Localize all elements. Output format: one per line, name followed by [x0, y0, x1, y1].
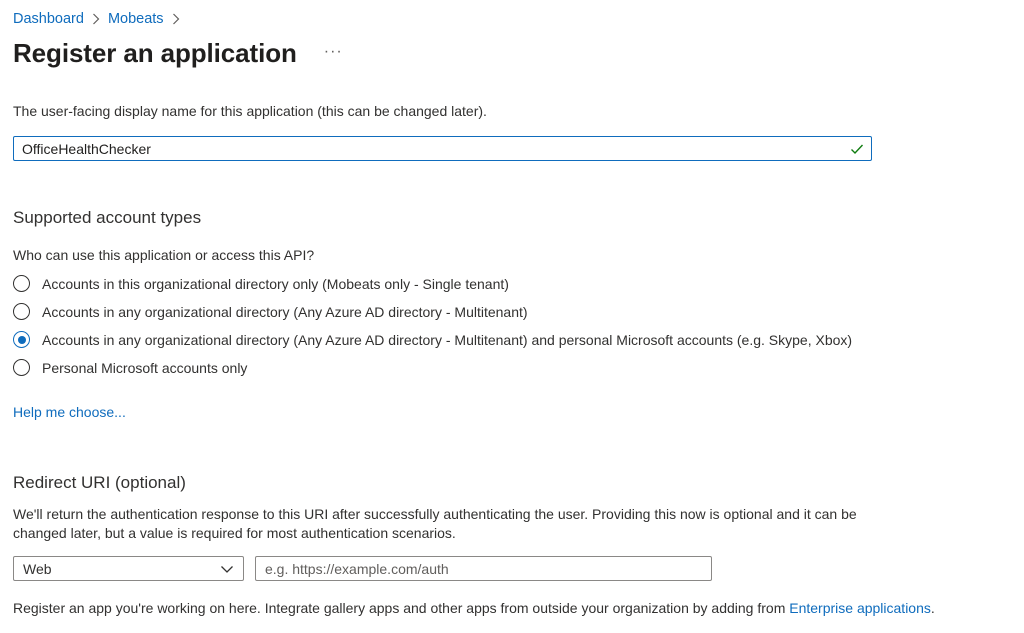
- more-options-button[interactable]: ···: [323, 42, 343, 60]
- help-me-choose-link[interactable]: Help me choose...: [13, 404, 126, 420]
- page-title: Register an application: [13, 38, 297, 68]
- radio-label: Accounts in this organizational directory only (Mobeats only - Single tenant): [42, 275, 509, 292]
- breadcrumb-mobeats[interactable]: Mobeats: [107, 11, 164, 27]
- breadcrumb: [13, 11, 188, 27]
- radio-label: Accounts in any organizational directory (Any Azure AD directory - Multitenant) and personal Microsoft accounts (e.g. Skype, Xbox): [42, 331, 853, 348]
- radio-button-selected[interactable]: [13, 331, 30, 348]
- app-name-input[interactable]: [14, 137, 849, 160]
- footer-text: Register an app you're working on here. Integrate gallery apps and other apps from outside your organization by adding from: [13, 600, 790, 616]
- radio-option-multitenant[interactable]: [13, 303, 528, 320]
- radio-option-single-tenant[interactable]: [13, 275, 509, 292]
- redirect-uri-input[interactable]: [255, 556, 712, 581]
- redirect-uri-description: We'll return the authentication response to this URI after successfully authenticating the user. Providing this now is optional and it can be changed later, but a value is required for most authentication scenarios.: [13, 506, 857, 541]
- radio-label: Accounts in any organizational directory (Any Azure AD directory - Multitenant): [42, 303, 528, 320]
- enterprise-applications-link[interactable]: Enterprise applications: [789, 600, 931, 616]
- redirect-uri-title: Redirect URI (optional): [13, 473, 186, 492]
- chevron-right-icon: [92, 13, 100, 25]
- radio-button[interactable]: [13, 303, 30, 320]
- title-row: [13, 38, 343, 69]
- radio-option-personal-only[interactable]: [13, 359, 247, 376]
- radio-button[interactable]: [13, 275, 30, 292]
- radio-button[interactable]: [13, 359, 30, 376]
- chevron-down-icon: [220, 562, 234, 576]
- name-field-label: The user-facing display name for this application (this can be changed later).: [13, 103, 487, 119]
- platform-select-value: Web: [23, 560, 52, 577]
- footer-note: [13, 600, 935, 616]
- radio-label: Personal Microsoft accounts only: [42, 359, 248, 376]
- radio-option-multitenant-personal[interactable]: [13, 331, 852, 348]
- breadcrumb-dashboard[interactable]: Dashboard: [13, 11, 84, 27]
- account-types-title: Supported account types: [13, 208, 202, 227]
- chevron-right-icon: [172, 13, 180, 25]
- platform-select[interactable]: [13, 556, 244, 581]
- name-input-wrapper: [13, 136, 872, 161]
- footer-end: .: [930, 600, 935, 616]
- checkmark-icon: [849, 141, 865, 157]
- account-types-question: Who can use this application or access this API?: [13, 247, 315, 263]
